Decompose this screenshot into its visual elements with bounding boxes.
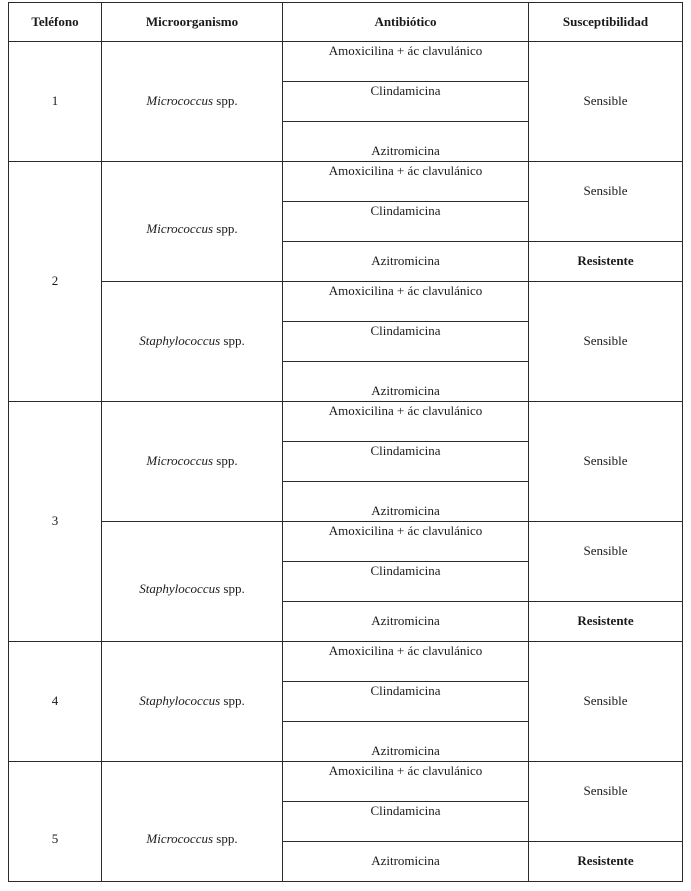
antibiotic-cell: Amoxicilina + ác clavulánico: [283, 282, 529, 322]
table-row: [9, 42, 683, 82]
phone-cell: 4: [9, 642, 102, 762]
organism-cell: Staphylococcus spp.: [102, 522, 283, 642]
antibiotic-cell: Clindamicina: [283, 322, 529, 362]
susceptibility-cell: Sensible: [529, 162, 683, 242]
susceptibility-table: [8, 2, 683, 882]
organism-cell: Micrococcus spp.: [102, 162, 283, 282]
antibiotic-cell: Azitromicina: [283, 722, 529, 762]
antibiotic-cell: Amoxicilina + ác clavulánico: [283, 642, 529, 682]
antibiotic-cell: Clindamicina: [283, 442, 529, 482]
antibiotic-cell: Azitromicina: [283, 122, 529, 162]
header-organism: Microorganismo: [102, 3, 283, 42]
antibiotic-cell: Clindamicina: [283, 562, 529, 602]
organism-cell: Micrococcus spp.: [102, 42, 283, 162]
antibiotic-cell: Clindamicina: [283, 202, 529, 242]
antibiotic-cell: Clindamicina: [283, 802, 529, 842]
header-phone: Teléfono: [9, 3, 102, 42]
antibiotic-cell: Azitromicina: [283, 602, 529, 642]
susceptibility-cell: Resistente: [529, 242, 683, 282]
phone-cell: 3: [9, 402, 102, 642]
phone-cell: 5: [9, 762, 102, 882]
susceptibility-cell: Resistente: [529, 602, 683, 642]
table-row: [9, 282, 683, 322]
table-row: [9, 522, 683, 562]
antibiotic-cell: Amoxicilina + ác clavulánico: [283, 522, 529, 562]
antibiotic-cell: Amoxicilina + ác clavulánico: [283, 402, 529, 442]
organism-cell: Micrococcus spp.: [102, 762, 283, 882]
phone-cell: 1: [9, 42, 102, 162]
susceptibility-cell: Sensible: [529, 762, 683, 842]
susceptibility-cell: Sensible: [529, 522, 683, 602]
susceptibility-cell: Sensible: [529, 282, 683, 402]
antibiotic-cell: Clindamicina: [283, 682, 529, 722]
antibiotic-cell: Azitromicina: [283, 842, 529, 882]
antibiotic-cell: Azitromicina: [283, 362, 529, 402]
organism-cell: Staphylococcus spp.: [102, 282, 283, 402]
phone-cell: 2: [9, 162, 102, 402]
table-row: [9, 642, 683, 682]
antibiotic-cell: Clindamicina: [283, 82, 529, 122]
susceptibility-cell: Sensible: [529, 42, 683, 162]
susceptibility-cell: Resistente: [529, 842, 683, 882]
header-row: [9, 3, 683, 42]
antibiotic-cell: Azitromicina: [283, 482, 529, 522]
table-row: [9, 162, 683, 202]
organism-cell: Micrococcus spp.: [102, 402, 283, 522]
antibiotic-cell: Azitromicina: [283, 242, 529, 282]
antibiotic-cell: Amoxicilina + ác clavulánico: [283, 42, 529, 82]
table-row: [9, 402, 683, 442]
susceptibility-cell: Sensible: [529, 642, 683, 762]
antibiotic-cell: Amoxicilina + ác clavulánico: [283, 762, 529, 802]
antibiotic-cell: Amoxicilina + ác clavulánico: [283, 162, 529, 202]
susceptibility-cell: Sensible: [529, 402, 683, 522]
header-susceptibility: Susceptibilidad: [529, 3, 683, 42]
organism-cell: Staphylococcus spp.: [102, 642, 283, 762]
table-row: [9, 762, 683, 802]
header-antibiotic: Antibiótico: [283, 3, 529, 42]
